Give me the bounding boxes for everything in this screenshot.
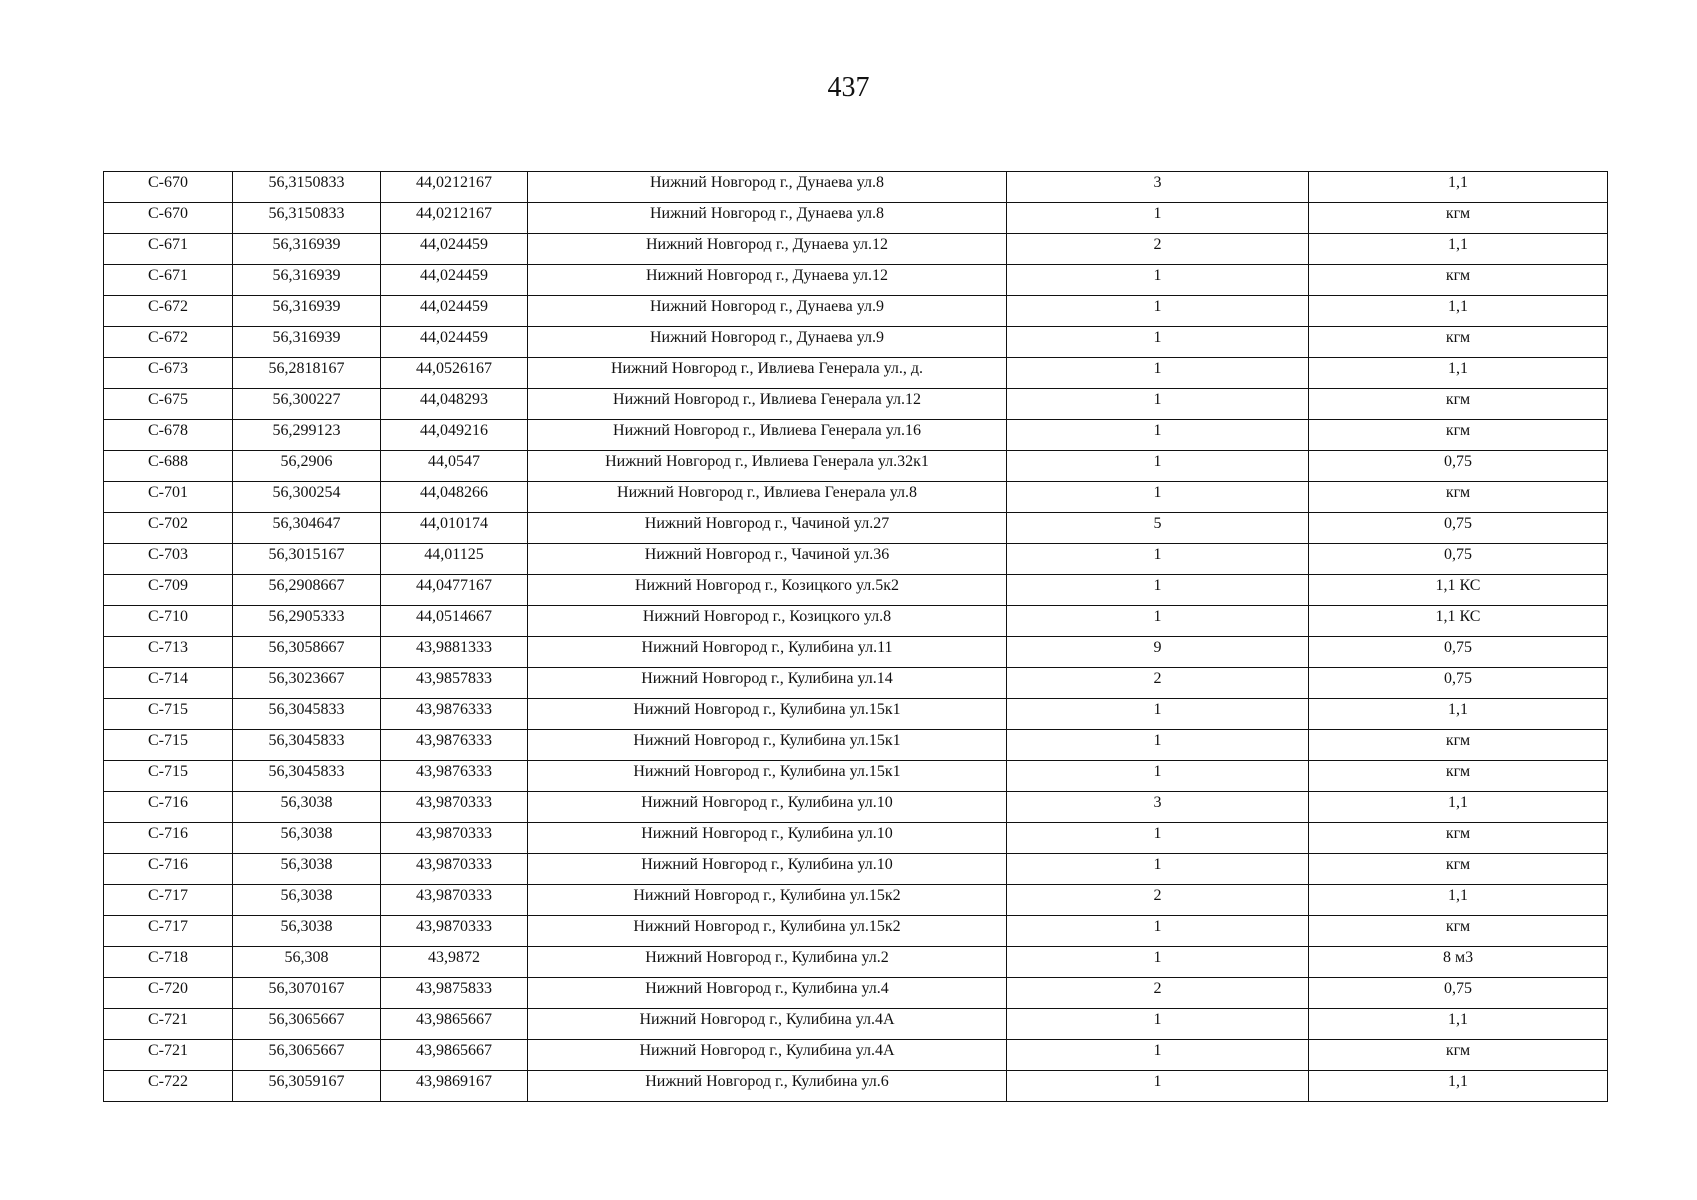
longitude-cell: 44,0477167 xyxy=(381,575,528,606)
latitude-cell: 56,2906 xyxy=(233,451,381,482)
volume-cell: 1,1 xyxy=(1309,792,1608,823)
count-cell: 1 xyxy=(1007,1071,1309,1102)
count-cell: 2 xyxy=(1007,885,1309,916)
count-cell: 9 xyxy=(1007,637,1309,668)
longitude-cell: 43,9872 xyxy=(381,947,528,978)
site-id-cell: С-670 xyxy=(104,203,233,234)
table-row xyxy=(104,823,1608,854)
table-row xyxy=(104,668,1608,699)
latitude-cell: 56,3015167 xyxy=(233,544,381,575)
count-cell: 1 xyxy=(1007,916,1309,947)
count-cell: 2 xyxy=(1007,978,1309,1009)
longitude-cell: 44,0547 xyxy=(381,451,528,482)
address-cell: Нижний Новгород г., Дунаева ул.12 xyxy=(528,265,1007,296)
volume-cell: кгм xyxy=(1309,265,1608,296)
site-id-cell: С-717 xyxy=(104,916,233,947)
count-cell: 1 xyxy=(1007,389,1309,420)
site-id-cell: С-720 xyxy=(104,978,233,1009)
site-id-cell: С-672 xyxy=(104,296,233,327)
table-row xyxy=(104,544,1608,575)
longitude-cell: 43,9857833 xyxy=(381,668,528,699)
longitude-cell: 44,0212167 xyxy=(381,172,528,203)
latitude-cell: 56,3150833 xyxy=(233,203,381,234)
count-cell: 2 xyxy=(1007,234,1309,265)
volume-cell: кгм xyxy=(1309,854,1608,885)
table-row xyxy=(104,513,1608,544)
site-id-cell: С-678 xyxy=(104,420,233,451)
longitude-cell: 44,01125 xyxy=(381,544,528,575)
latitude-cell: 56,3045833 xyxy=(233,761,381,792)
address-cell: Нижний Новгород г., Дунаева ул.8 xyxy=(528,203,1007,234)
longitude-cell: 44,024459 xyxy=(381,265,528,296)
address-cell: Нижний Новгород г., Кулибина ул.10 xyxy=(528,854,1007,885)
table-row xyxy=(104,575,1608,606)
latitude-cell: 56,3038 xyxy=(233,916,381,947)
longitude-cell: 43,9876333 xyxy=(381,730,528,761)
address-cell: Нижний Новгород г., Козицкого ул.5к2 xyxy=(528,575,1007,606)
table-body xyxy=(104,172,1608,1102)
latitude-cell: 56,316939 xyxy=(233,296,381,327)
longitude-cell: 44,024459 xyxy=(381,327,528,358)
site-id-cell: С-702 xyxy=(104,513,233,544)
site-id-cell: С-721 xyxy=(104,1040,233,1071)
volume-cell: 1,1 xyxy=(1309,885,1608,916)
latitude-cell: 56,2905333 xyxy=(233,606,381,637)
volume-cell: 1,1 xyxy=(1309,172,1608,203)
address-cell: Нижний Новгород г., Ивлиева Генерала ул., д. xyxy=(528,358,1007,389)
latitude-cell: 56,3045833 xyxy=(233,699,381,730)
table-row xyxy=(104,761,1608,792)
longitude-cell: 43,9876333 xyxy=(381,761,528,792)
count-cell: 1 xyxy=(1007,203,1309,234)
longitude-cell: 43,9870333 xyxy=(381,885,528,916)
table-row xyxy=(104,606,1608,637)
volume-cell: 0,75 xyxy=(1309,668,1608,699)
volume-cell: 0,75 xyxy=(1309,637,1608,668)
latitude-cell: 56,3038 xyxy=(233,885,381,916)
address-cell: Нижний Новгород г., Кулибина ул.14 xyxy=(528,668,1007,699)
address-cell: Нижний Новгород г., Ивлиева Генерала ул.8 xyxy=(528,482,1007,513)
table-row xyxy=(104,854,1608,885)
site-id-cell: С-672 xyxy=(104,327,233,358)
volume-cell: кгм xyxy=(1309,916,1608,947)
site-id-cell: С-673 xyxy=(104,358,233,389)
count-cell: 1 xyxy=(1007,606,1309,637)
address-cell: Нижний Новгород г., Дунаева ул.9 xyxy=(528,296,1007,327)
address-cell: Нижний Новгород г., Чачиной ул.36 xyxy=(528,544,1007,575)
volume-cell: 1,1 xyxy=(1309,1071,1608,1102)
address-cell: Нижний Новгород г., Кулибина ул.4А xyxy=(528,1009,1007,1040)
site-id-cell: С-715 xyxy=(104,730,233,761)
longitude-cell: 43,9881333 xyxy=(381,637,528,668)
count-cell: 1 xyxy=(1007,451,1309,482)
longitude-cell: 43,9869167 xyxy=(381,1071,528,1102)
longitude-cell: 43,9865667 xyxy=(381,1040,528,1071)
longitude-cell: 44,048266 xyxy=(381,482,528,513)
site-id-cell: С-675 xyxy=(104,389,233,420)
table-row xyxy=(104,265,1608,296)
count-cell: 1 xyxy=(1007,544,1309,575)
latitude-cell: 56,308 xyxy=(233,947,381,978)
table-row xyxy=(104,1009,1608,1040)
volume-cell: 1,1 КС xyxy=(1309,606,1608,637)
address-cell: Нижний Новгород г., Ивлиева Генерала ул.16 xyxy=(528,420,1007,451)
address-cell: Нижний Новгород г., Чачиной ул.27 xyxy=(528,513,1007,544)
table-row xyxy=(104,792,1608,823)
table-row xyxy=(104,234,1608,265)
address-cell: Нижний Новгород г., Кулибина ул.15к1 xyxy=(528,699,1007,730)
site-id-cell: С-716 xyxy=(104,792,233,823)
table-row xyxy=(104,699,1608,730)
latitude-cell: 56,3045833 xyxy=(233,730,381,761)
count-cell: 1 xyxy=(1007,1009,1309,1040)
longitude-cell: 43,9876333 xyxy=(381,699,528,730)
longitude-cell: 43,9870333 xyxy=(381,916,528,947)
count-cell: 1 xyxy=(1007,296,1309,327)
latitude-cell: 56,300227 xyxy=(233,389,381,420)
volume-cell: кгм xyxy=(1309,730,1608,761)
volume-cell: 0,75 xyxy=(1309,544,1608,575)
address-cell: Нижний Новгород г., Кулибина ул.6 xyxy=(528,1071,1007,1102)
volume-cell: кгм xyxy=(1309,482,1608,513)
table-row xyxy=(104,327,1608,358)
volume-cell: 1,1 КС xyxy=(1309,575,1608,606)
volume-cell: 8 м3 xyxy=(1309,947,1608,978)
address-cell: Нижний Новгород г., Кулибина ул.11 xyxy=(528,637,1007,668)
longitude-cell: 44,048293 xyxy=(381,389,528,420)
longitude-cell: 44,0526167 xyxy=(381,358,528,389)
latitude-cell: 56,3065667 xyxy=(233,1009,381,1040)
longitude-cell: 43,9870333 xyxy=(381,823,528,854)
site-id-cell: С-721 xyxy=(104,1009,233,1040)
site-id-cell: С-670 xyxy=(104,172,233,203)
longitude-cell: 44,024459 xyxy=(381,234,528,265)
count-cell: 1 xyxy=(1007,730,1309,761)
count-cell: 1 xyxy=(1007,420,1309,451)
site-id-cell: С-671 xyxy=(104,265,233,296)
volume-cell: кгм xyxy=(1309,327,1608,358)
longitude-cell: 44,0212167 xyxy=(381,203,528,234)
volume-cell: кгм xyxy=(1309,1040,1608,1071)
count-cell: 1 xyxy=(1007,482,1309,513)
latitude-cell: 56,300254 xyxy=(233,482,381,513)
volume-cell: 1,1 xyxy=(1309,296,1608,327)
latitude-cell: 56,2818167 xyxy=(233,358,381,389)
longitude-cell: 44,024459 xyxy=(381,296,528,327)
address-cell: Нижний Новгород г., Кулибина ул.10 xyxy=(528,823,1007,854)
count-cell: 1 xyxy=(1007,1040,1309,1071)
site-id-cell: С-709 xyxy=(104,575,233,606)
count-cell: 1 xyxy=(1007,761,1309,792)
longitude-cell: 44,010174 xyxy=(381,513,528,544)
longitude-cell: 43,9870333 xyxy=(381,854,528,885)
count-cell: 1 xyxy=(1007,575,1309,606)
address-cell: Нижний Новгород г., Дунаева ул.12 xyxy=(528,234,1007,265)
latitude-cell: 56,316939 xyxy=(233,265,381,296)
latitude-cell: 56,3059167 xyxy=(233,1071,381,1102)
count-cell: 1 xyxy=(1007,823,1309,854)
address-cell: Нижний Новгород г., Кулибина ул.10 xyxy=(528,792,1007,823)
site-id-cell: С-718 xyxy=(104,947,233,978)
count-cell: 1 xyxy=(1007,699,1309,730)
latitude-cell: 56,299123 xyxy=(233,420,381,451)
latitude-cell: 56,3070167 xyxy=(233,978,381,1009)
volume-cell: кгм xyxy=(1309,823,1608,854)
volume-cell: 0,75 xyxy=(1309,513,1608,544)
latitude-cell: 56,3023667 xyxy=(233,668,381,699)
address-cell: Нижний Новгород г., Ивлиева Генерала ул.32к1 xyxy=(528,451,1007,482)
count-cell: 5 xyxy=(1007,513,1309,544)
table-row xyxy=(104,203,1608,234)
address-cell: Нижний Новгород г., Кулибина ул.15к1 xyxy=(528,730,1007,761)
address-cell: Нижний Новгород г., Кулибина ул.4А xyxy=(528,1040,1007,1071)
volume-cell: 1,1 xyxy=(1309,699,1608,730)
table-row xyxy=(104,172,1608,203)
table-row xyxy=(104,420,1608,451)
address-cell: Нижний Новгород г., Дунаева ул.9 xyxy=(528,327,1007,358)
table-row xyxy=(104,885,1608,916)
table-row xyxy=(104,358,1608,389)
site-id-cell: С-710 xyxy=(104,606,233,637)
count-cell: 1 xyxy=(1007,327,1309,358)
address-cell: Нижний Новгород г., Козицкого ул.8 xyxy=(528,606,1007,637)
volume-cell: 0,75 xyxy=(1309,451,1608,482)
address-cell: Нижний Новгород г., Кулибина ул.15к2 xyxy=(528,916,1007,947)
count-cell: 3 xyxy=(1007,792,1309,823)
table-row xyxy=(104,451,1608,482)
table-row xyxy=(104,916,1608,947)
latitude-cell: 56,3065667 xyxy=(233,1040,381,1071)
table-row xyxy=(104,296,1608,327)
address-cell: Нижний Новгород г., Кулибина ул.15к2 xyxy=(528,885,1007,916)
count-cell: 1 xyxy=(1007,358,1309,389)
count-cell: 1 xyxy=(1007,854,1309,885)
table-row xyxy=(104,637,1608,668)
latitude-cell: 56,316939 xyxy=(233,327,381,358)
volume-cell: 0,75 xyxy=(1309,978,1608,1009)
longitude-cell: 44,049216 xyxy=(381,420,528,451)
address-cell: Нижний Новгород г., Дунаева ул.8 xyxy=(528,172,1007,203)
address-cell: Нижний Новгород г., Кулибина ул.2 xyxy=(528,947,1007,978)
longitude-cell: 43,9875833 xyxy=(381,978,528,1009)
volume-cell: 1,1 xyxy=(1309,234,1608,265)
volume-cell: 1,1 xyxy=(1309,358,1608,389)
latitude-cell: 56,3038 xyxy=(233,823,381,854)
longitude-cell: 44,0514667 xyxy=(381,606,528,637)
volume-cell: кгм xyxy=(1309,203,1608,234)
count-cell: 1 xyxy=(1007,947,1309,978)
latitude-cell: 56,304647 xyxy=(233,513,381,544)
site-id-cell: С-703 xyxy=(104,544,233,575)
site-id-cell: С-715 xyxy=(104,699,233,730)
longitude-cell: 43,9870333 xyxy=(381,792,528,823)
table-row xyxy=(104,389,1608,420)
volume-cell: 1,1 xyxy=(1309,1009,1608,1040)
longitude-cell: 43,9865667 xyxy=(381,1009,528,1040)
table-row xyxy=(104,730,1608,761)
table-row xyxy=(104,978,1608,1009)
address-cell: Нижний Новгород г., Кулибина ул.15к1 xyxy=(528,761,1007,792)
count-cell: 3 xyxy=(1007,172,1309,203)
data-table xyxy=(103,171,1608,1102)
page-number: 437 xyxy=(827,72,870,103)
count-cell: 2 xyxy=(1007,668,1309,699)
site-id-cell: С-717 xyxy=(104,885,233,916)
site-id-cell: С-688 xyxy=(104,451,233,482)
count-cell: 1 xyxy=(1007,265,1309,296)
latitude-cell: 56,3038 xyxy=(233,792,381,823)
volume-cell: кгм xyxy=(1309,389,1608,420)
site-id-cell: С-701 xyxy=(104,482,233,513)
volume-cell: кгм xyxy=(1309,420,1608,451)
site-id-cell: С-713 xyxy=(104,637,233,668)
address-cell: Нижний Новгород г., Ивлиева Генерала ул.12 xyxy=(528,389,1007,420)
table-row xyxy=(104,482,1608,513)
table-row xyxy=(104,947,1608,978)
site-id-cell: С-715 xyxy=(104,761,233,792)
table-row xyxy=(104,1071,1608,1102)
site-id-cell: С-716 xyxy=(104,854,233,885)
site-id-cell: С-722 xyxy=(104,1071,233,1102)
table-row xyxy=(104,1040,1608,1071)
site-id-cell: С-714 xyxy=(104,668,233,699)
site-id-cell: С-671 xyxy=(104,234,233,265)
volume-cell: кгм xyxy=(1309,761,1608,792)
site-id-cell: С-716 xyxy=(104,823,233,854)
latitude-cell: 56,3038 xyxy=(233,854,381,885)
latitude-cell: 56,3058667 xyxy=(233,637,381,668)
address-cell: Нижний Новгород г., Кулибина ул.4 xyxy=(528,978,1007,1009)
latitude-cell: 56,3150833 xyxy=(233,172,381,203)
latitude-cell: 56,316939 xyxy=(233,234,381,265)
latitude-cell: 56,2908667 xyxy=(233,575,381,606)
